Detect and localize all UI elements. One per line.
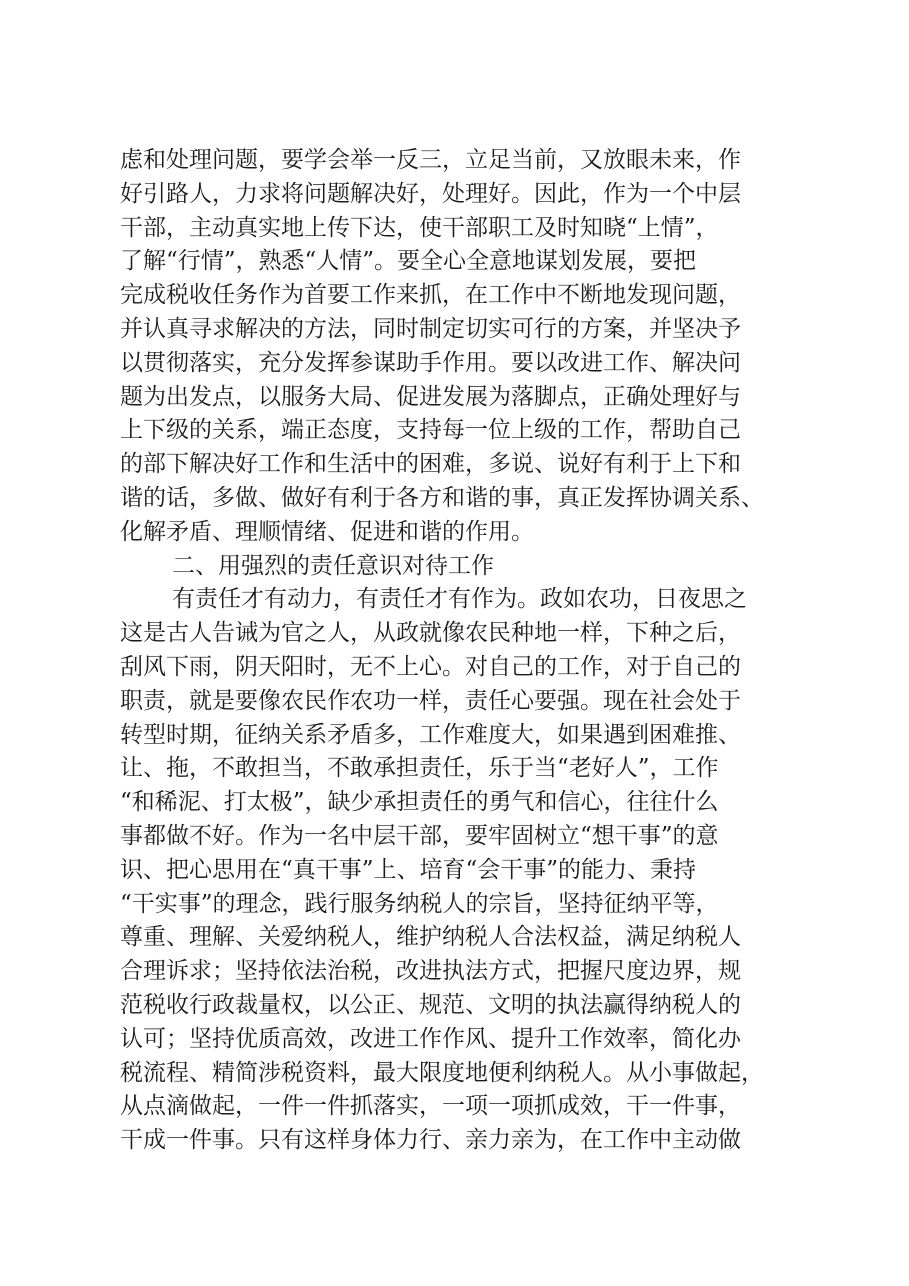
text-line: 题为出发点，以服务大局、促进发展为落脚点，正确处理好与 xyxy=(120,383,741,410)
text-line: 刮风下雨，阴天阳时，无不上心。对自己的工作，对于自己的 xyxy=(120,653,741,680)
document-body xyxy=(120,144,820,1158)
text-line: 干成一件事。只有这样身体力行、亲力亲为，在工作中主动做 xyxy=(120,1127,741,1154)
text-line: “和稀泥、打太极”，缺少承担责任的勇气和信心，往往什么 xyxy=(120,789,719,816)
text-line: 转型时期，征纳关系矛盾多，工作难度大，如果遇到困难推、 xyxy=(120,721,741,748)
text-line: 识、把心思用在“真干事”上、培育“会干事”的能力、秉持 xyxy=(120,856,697,883)
paragraph-1 xyxy=(120,144,820,550)
text-line: 有责任才有动力，有责任才有作为。政如农功，日夜思之 xyxy=(172,586,747,613)
text-line: 这是古人告诫为官之人，从政就像农民种地一样，下种之后， xyxy=(120,620,741,647)
text-line: 谐的话，多做、做好有利于各方和谐的事，真正发挥协调关系、 xyxy=(120,484,764,511)
text-line: 干部，主动真实地上传下达，使干部职工及时知晓“上情”， xyxy=(120,214,719,241)
text-line: 化解矛盾、理顺情绪、促进和谐的作用。 xyxy=(120,518,534,545)
text-line: “干实事”的理念，践行服务纳税人的宗旨，坚持征纳平等， xyxy=(120,890,719,917)
text-line: 完成税收任务作为首要工作来抓，在工作中不断地发现问题， xyxy=(120,282,741,309)
text-line: 职责，就是要像农民作农功一样，责任心要强。现在社会处于 xyxy=(120,687,741,714)
section-heading: 二、用强烈的责任意识对待工作 xyxy=(172,552,494,579)
text-line: 好引路人，力求将问题解决好，处理好。因此，作为一个中层 xyxy=(120,180,741,207)
text-line: 认可；坚持优质高效，改进工作作风、提升工作效率，简化办 xyxy=(120,1025,741,1052)
text-line: 并认真寻求解决的方法，同时制定切实可行的方案，并坚决予 xyxy=(120,315,741,342)
text-line: 虑和处理问题，要学会举一反三，立足当前，又放眼未来，作 xyxy=(120,147,741,173)
text-line: 范税收行政裁量权，以公正、规范、文明的执法赢得纳税人的 xyxy=(120,991,741,1018)
text-line: 上下级的关系，端正态度，支持每一位上级的工作，帮助自己 xyxy=(120,417,741,444)
text-line: 从点滴做起，一件一件抓落实，一项一项抓成效，干一件事， xyxy=(120,1093,741,1120)
text-line: 了解“行情”，熟悉“人情”。要全心全意地谋划发展，要把 xyxy=(120,248,697,275)
text-line: 尊重、理解、关爱纳税人，维护纳税人合法权益，满足纳税人 xyxy=(120,924,741,951)
paragraph-2 xyxy=(120,583,820,1158)
text-line: 以贯彻落实，充分发挥参谋助手作用。要以改进工作、解决问 xyxy=(120,349,741,376)
text-line: 事都做不好。作为一名中层干部，要牢固树立“想干事”的意 xyxy=(120,822,719,849)
text-line: 合理诉求；坚持依法治税，改进执法方式，把握尺度边界，规 xyxy=(120,958,741,985)
text-line: 税流程、精简涉税资料，最大限度地便利纳税人。从小事做起， xyxy=(120,1059,764,1086)
text-line: 的部下解决好工作和生活中的困难，多说、说好有利于上下和 xyxy=(120,451,741,478)
text-line: 让、拖，不敢担当，不敢承担责任，乐于当“老好人”，工作 xyxy=(120,755,719,782)
